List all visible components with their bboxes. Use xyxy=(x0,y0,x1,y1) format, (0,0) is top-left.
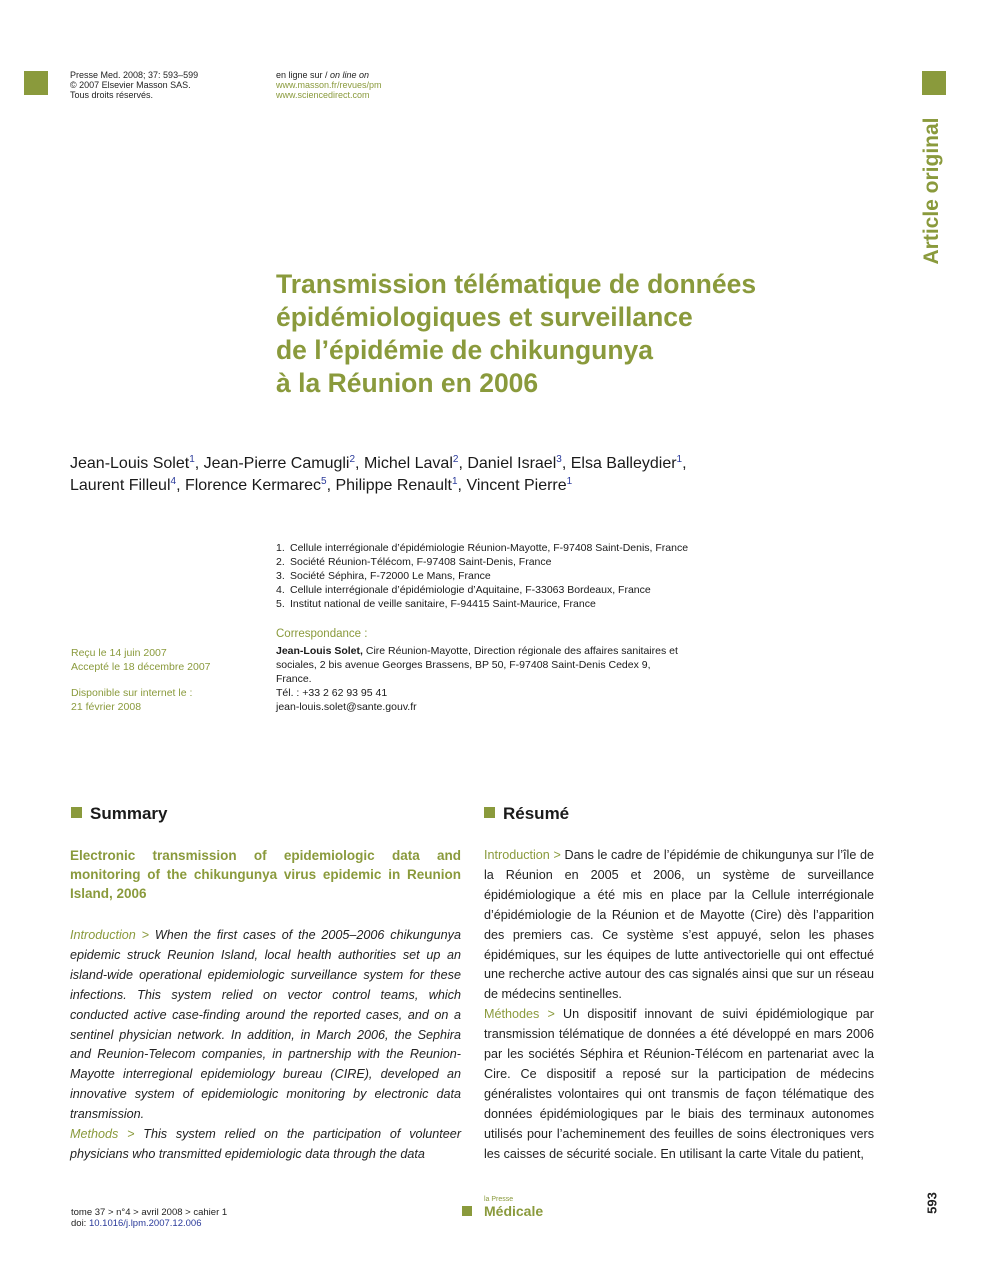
author: Philippe Renault$^1$ xyxy=(335,476,458,494)
affiliation-item: 4. Cellule interrégionale d’épidémiologie d’Aquitaine, F-33063 Bordeaux, France xyxy=(276,584,651,596)
summary-introduction: Introduction > When the first cases of the 2005–2006 chikungunya epidemic struck Reunion Island, local health authorities set up an island-wide operational epidemiologic surveillance system for these infections. This system relied on vector control teams, which conducted active case-finding around the reported cases, and on a sentinel physician network. In addition, in March 2006, the Sephira and Reunion-Telecom companies, in partnership with the Reunion-Mayotte interregional epidemiology bureau (CIRE), developed an innovative system of epidemiologic monitoring by electronic data transmission. xyxy=(70,928,461,1122)
summary-methods: Methods > This system relied on the participation of volunteer physicians who transmitted epidemiologic data through the data xyxy=(70,1127,462,1161)
accepted-date: Accepté le 18 décembre 2007 xyxy=(71,661,211,673)
correspondence-email[interactable]: jean-louis.solet@sante.gouv.fr xyxy=(276,701,417,713)
received-date: Reçu le 14 juin 2007 xyxy=(71,647,167,659)
copyright: © 2007 Elsevier Masson SAS. xyxy=(70,80,191,90)
correspondence xyxy=(276,627,706,714)
doi-link[interactable]: 10.1016/j.lpm.2007.12.006 xyxy=(88,1218,202,1229)
author: Florence Kermarec$^5$ xyxy=(184,476,327,494)
footer-issue xyxy=(71,1207,227,1229)
correspondence-label: Correspondance : xyxy=(276,628,368,640)
correspondence-address: Jean-Louis Solet, Cire Réunion-Mayotte, Direction régionale des affaires sanitaires et xyxy=(276,645,678,657)
resume-introduction: Introduction > Dans le cadre de l’épidémie de chikungunya sur l’île de la Réunion en 2005 et 2006, un système de surveillance épidémiologique a été mis en place par la Cellule interrégionale d’épidémiologie de la Réunion et de Mayotte (Cire) dès l’apparition des premiers cas. Ce système s’est appuyé, selon les phases épidémiques, sur les équipes de lutte antivectorielle qui ont effectué une recherche active autour des cas signalés ainsi que sur un réseau de médecins sentinelles. xyxy=(484,848,875,1002)
summary-body xyxy=(70,926,461,1165)
title-line: de l’épidémie de chikungunya xyxy=(276,335,653,365)
english-title: Electronic transmission of epidemiologic data and monitoring of the chikungunya virus epidemic in Reunion Island, 2006 xyxy=(70,848,461,901)
resume-body xyxy=(484,846,874,1165)
corner-square-left xyxy=(24,71,48,95)
online-label: en ligne sur / on line on xyxy=(276,70,370,80)
received-dates xyxy=(71,646,211,674)
summary-heading: Summary xyxy=(71,804,167,824)
correspondence-phone: Tél. : +33 2 62 93 95 41 xyxy=(276,687,388,699)
section-label: Article original xyxy=(920,116,943,265)
correspondence-address-2: sociales, 2 bis avenue Georges Brassens, BP 50, F-97408 Saint-Denis Cedex 9, xyxy=(276,659,651,671)
author: Laurent Filleul$^4$ xyxy=(70,476,177,494)
online-dates xyxy=(71,686,192,714)
resume-heading: Résumé xyxy=(484,804,569,824)
journal-reference xyxy=(70,70,198,100)
correspondence-address-3: France. xyxy=(276,673,312,685)
journal-citation: Presse Med. 2008; 37: 593–599 xyxy=(70,70,199,80)
author: Vincent Pierre$^1$ xyxy=(466,476,573,494)
issue-info: tome 37 > n°4 > avril 2008 > cahier 1 xyxy=(71,1207,228,1218)
title-line: à la Réunion en 2006 xyxy=(276,368,539,398)
heading-bullet xyxy=(71,807,82,818)
online-date: 21 février 2008 xyxy=(71,701,142,713)
author: Jean-Pierre Camugli$^2$ xyxy=(203,454,356,472)
article-title xyxy=(276,268,836,400)
logo-square xyxy=(462,1206,472,1216)
resume-methods: Méthodes > Un dispositif innovant de suivi épidémiologique par transmission télématique de données a été développé en mars 2006 par les sociétés Séphira et Réunion-Télécom en partenariat avec la Cire. Ce dispositif a reposé sur la participation de médecins généralistes volontaires qui ont transmis de façon télématique des données épidémiologiques par le biais des terminaux autonomes utilisés pour l’acheminement des feuilles de soins électroniques vers les caisses de sécurité sociale. En utilisant la carte Vitale du patient, xyxy=(484,1007,874,1161)
affiliations xyxy=(276,541,796,611)
title-line: épidémiologiques et surveillance xyxy=(276,302,693,332)
logo-big-text: Médicale xyxy=(484,1203,544,1219)
author: Daniel Israel$^3$ xyxy=(467,454,562,472)
online-label: Disponible sur internet le : xyxy=(71,687,193,699)
title-line: Transmission télématique de données xyxy=(276,269,757,299)
heading-bullet xyxy=(484,807,495,818)
masson-link[interactable]: www.masson.fr/revues/pm xyxy=(276,80,382,90)
sciencedirect-link[interactable]: www.sciencedirect.com xyxy=(276,90,370,100)
journal-logo xyxy=(462,1196,562,1222)
page-number: 593 xyxy=(924,1192,940,1214)
author-list: Jean-Louis Solet$^1$, Jean-Pierre Camugli$^2$, Michel Laval$^2$, Daniel Israel$^3$, Elsa Balleydier$^1$, Laurent Filleul$^4$, Florence Kermarec$^5$, Philippe Renault$^1$, Vincent Pierre$^1$ xyxy=(70,454,687,494)
author: Jean-Louis Solet$^1$ xyxy=(70,454,195,472)
affiliation-item: 5. Institut national de veille sanitaire, F-94415 Saint-Maurice, France xyxy=(276,598,596,610)
affiliation-item: 3. Société Séphira, F-72000 Le Mans, France xyxy=(276,570,491,582)
logo-small-text: la Presse xyxy=(484,1196,514,1203)
corner-square-right xyxy=(922,71,946,95)
affiliation-item: 1. Cellule interrégionale d’épidémiologie Réunion-Mayotte, F-97408 Saint-Denis, France xyxy=(276,542,689,554)
online-info xyxy=(276,70,382,100)
author: Michel Laval$^2$ xyxy=(363,454,459,472)
doi-line: doi: 10.1016/j.lpm.2007.12.006 xyxy=(71,1218,202,1229)
author: Elsa Balleydier$^1$ xyxy=(570,454,683,472)
rights: Tous droits réservés. xyxy=(70,90,154,100)
affiliation-item: 2. Société Réunion-Télécom, F-97408 Saint-Denis, France xyxy=(276,556,552,568)
